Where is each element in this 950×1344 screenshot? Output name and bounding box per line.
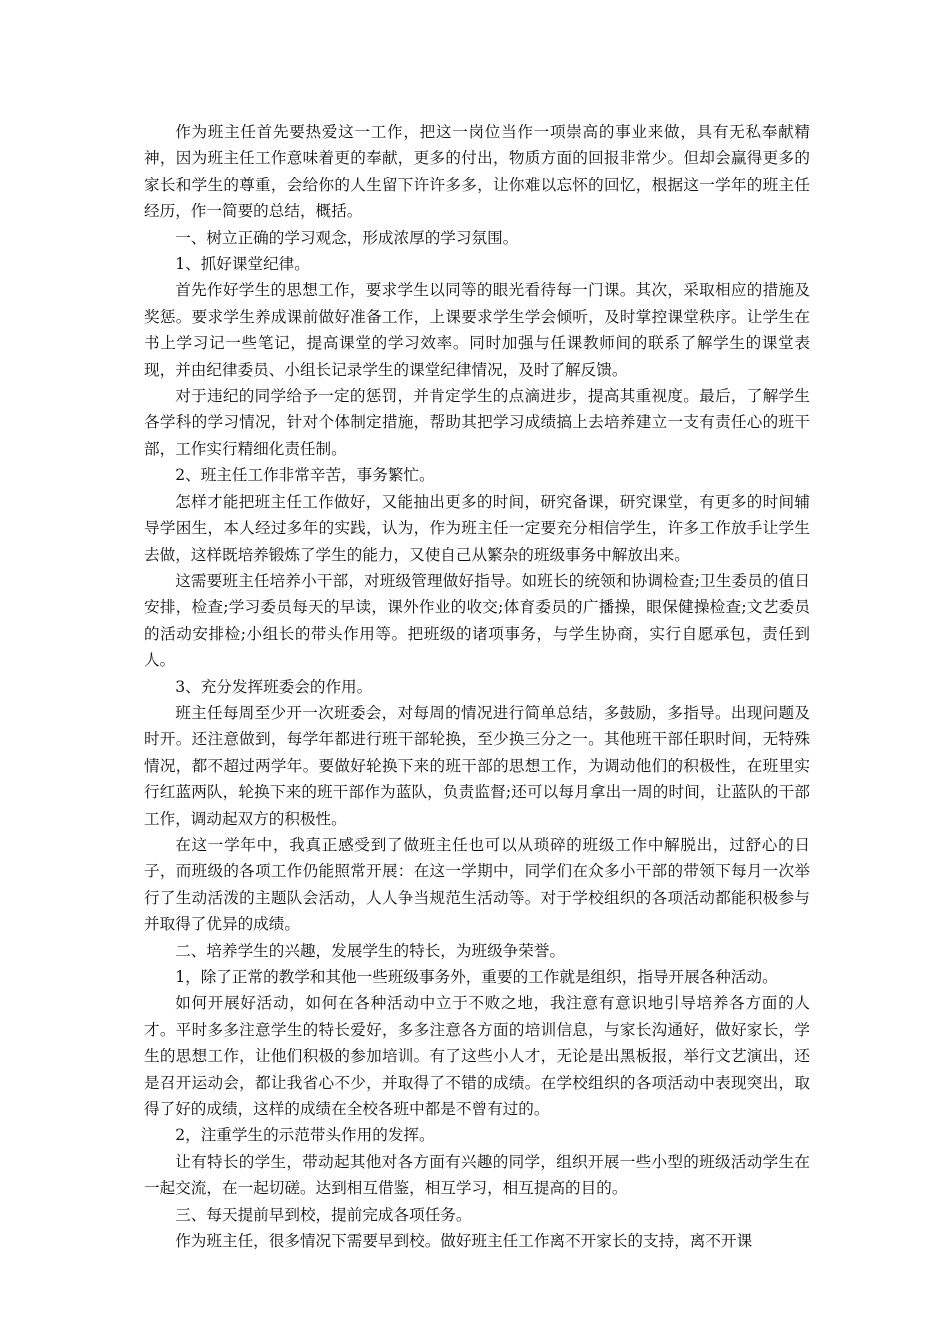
paragraph: 对于违纪的同学给予一定的惩罚，并肯定学生的点滴进步，提高其重视度。最后，了解学生各学科的学习情况，针对个体制定措施，帮助其把学习成绩搞上去培养建立一支有责任心的班干部，工作实行精细化责任制。 bbox=[144, 387, 810, 458]
paragraph: 在这一学年中，我真正感受到了做班主任也可以从琐碎的班级工作中解脱出，过舒心的日子，而班级的各项工作仍能照常开展：在这一学期中，同学们在众多小干部的带领下每月一次举行了生动活泼的主题队会活动，人人争当规范生活动等。对于学校组织的各项活动都能积极参与并取得了优异的成绩。 bbox=[144, 835, 810, 934]
subheading-2-1: 1，除了正常的教学和其他一些班级事务外，重要的工作就是组织，指导开展各种活动。 bbox=[175, 968, 778, 986]
subheading-1-1: 1、抓好课堂纪律。 bbox=[175, 255, 310, 274]
subheading-1-3: 3、充分发挥班委会的作用。 bbox=[175, 677, 373, 696]
subheading-2-2: 2，注重学生的示范带头作用的发挥。 bbox=[175, 1126, 435, 1145]
paragraph: 让有特长的学生，带动起其他对各方面有兴趣的同学，组织开展一些小型的班级活动学生在一起交流，在一起切磋。达到相互借鉴，相互学习，相互提高的目的。 bbox=[144, 1152, 810, 1198]
section-heading-2: 二、培养学生的兴趣，发展学生的特长，为班级争荣誉。 bbox=[175, 941, 566, 960]
subheading-1-2: 2、班主任工作非常辛苦，事务繁忙。 bbox=[175, 466, 435, 485]
section-heading-3: 三、每天提前早到校，提前完成各项任务。 bbox=[175, 1205, 472, 1224]
paragraph: 首先作好学生的思想工作，要求学生以同等的眼光看待每一门课。其次，采取相应的措施及奖惩。要求学生养成课前做好准备工作，上课要求学生学会倾听，及时掌控课堂秩序。让学生在书上学习记一些笔记，提高课堂的学习效率。同时加强与任课教师间的联系了解学生的课堂表现，并由纪律委员、小组长记录学生的课堂纪律情况，及时了解反馈。 bbox=[144, 281, 810, 379]
paragraph: 作为班主任，很多情况下需要早到校。做好班主任工作离不开家长的支持，离不开课 bbox=[175, 1232, 753, 1251]
paragraph: 这需要班主任培养小干部，对班级管理做好指导。如班长的统领和协调检查;卫生委员的值日安排，检查;学习委员每天的早读，课外作业的收交;体育委员的广播操，眼保健操检查;文艺委员的活动安排检;小组长的带头作用等。把班级的诸项事务，与学生协商，实行自愿承包，责任到人。 bbox=[144, 571, 810, 670]
section-heading-1: 一、树立正确的学习观念，形成浓厚的学习氛围。 bbox=[175, 228, 519, 247]
document-body bbox=[144, 119, 810, 1254]
paragraph: 班主任每周至少开一次班委会，对每周的情况进行简单总结，多鼓励，多指导。出现问题及时开。还注意做到，每学年都进行班干部轮换，至少换三分之一。其他班干部任职时间，无特殊情况，都不超过两学年。要做好轮换下来的班干部的思想工作，为调动他们的积极性，在班里实行红蓝两队，轮换下来的班干部作为蓝队，负责监督;还可以每月拿出一周的时间，让蓝队的干部工作，调动起双方的积极性。 bbox=[144, 703, 810, 828]
paragraph-intro: 作为班主任首先要热爱这一工作，把这一岗位当作一项崇高的事业来做，具有无私奉献精神，因为班主任工作意味着更的奉献，更多的付出，物质方面的回报非常少。但却会赢得更多的家长和学生的尊重，会给你的人生留下许许多多，让你难以忘怀的回忆，根据这一学年的班主任经历，作一简要的总结，概括。 bbox=[144, 123, 810, 221]
paragraph: 怎样才能把班主任工作做好，又能抽出更多的时间，研究备课，研究课堂，有更多的时间辅导学困生，本人经过多年的实践，认为，作为班主任一定要充分相信学生，许多工作放手让学生去做，这样既培养锻炼了学生的能力，又使自己从繁杂的班级事务中解放出来。 bbox=[144, 492, 810, 564]
paragraph: 如何开展好活动，如何在各种活动中立于不败之地，我注意有意识地引导培养各方面的人才。平时多多注意学生的特长爱好，多多注意各方面的培训信息，与家长沟通好，做好家长，学生的思想工作，让他们积极的参加培训。有了这些小人才，无论是出黑板报，举行文艺演出，还是召开运动会，都让我省心不少，并取得了不错的成绩。在学校组织的各项活动中表现突出，取得了好的成绩，这样的成绩在全校各班中都是不曾有过的。 bbox=[144, 994, 810, 1119]
